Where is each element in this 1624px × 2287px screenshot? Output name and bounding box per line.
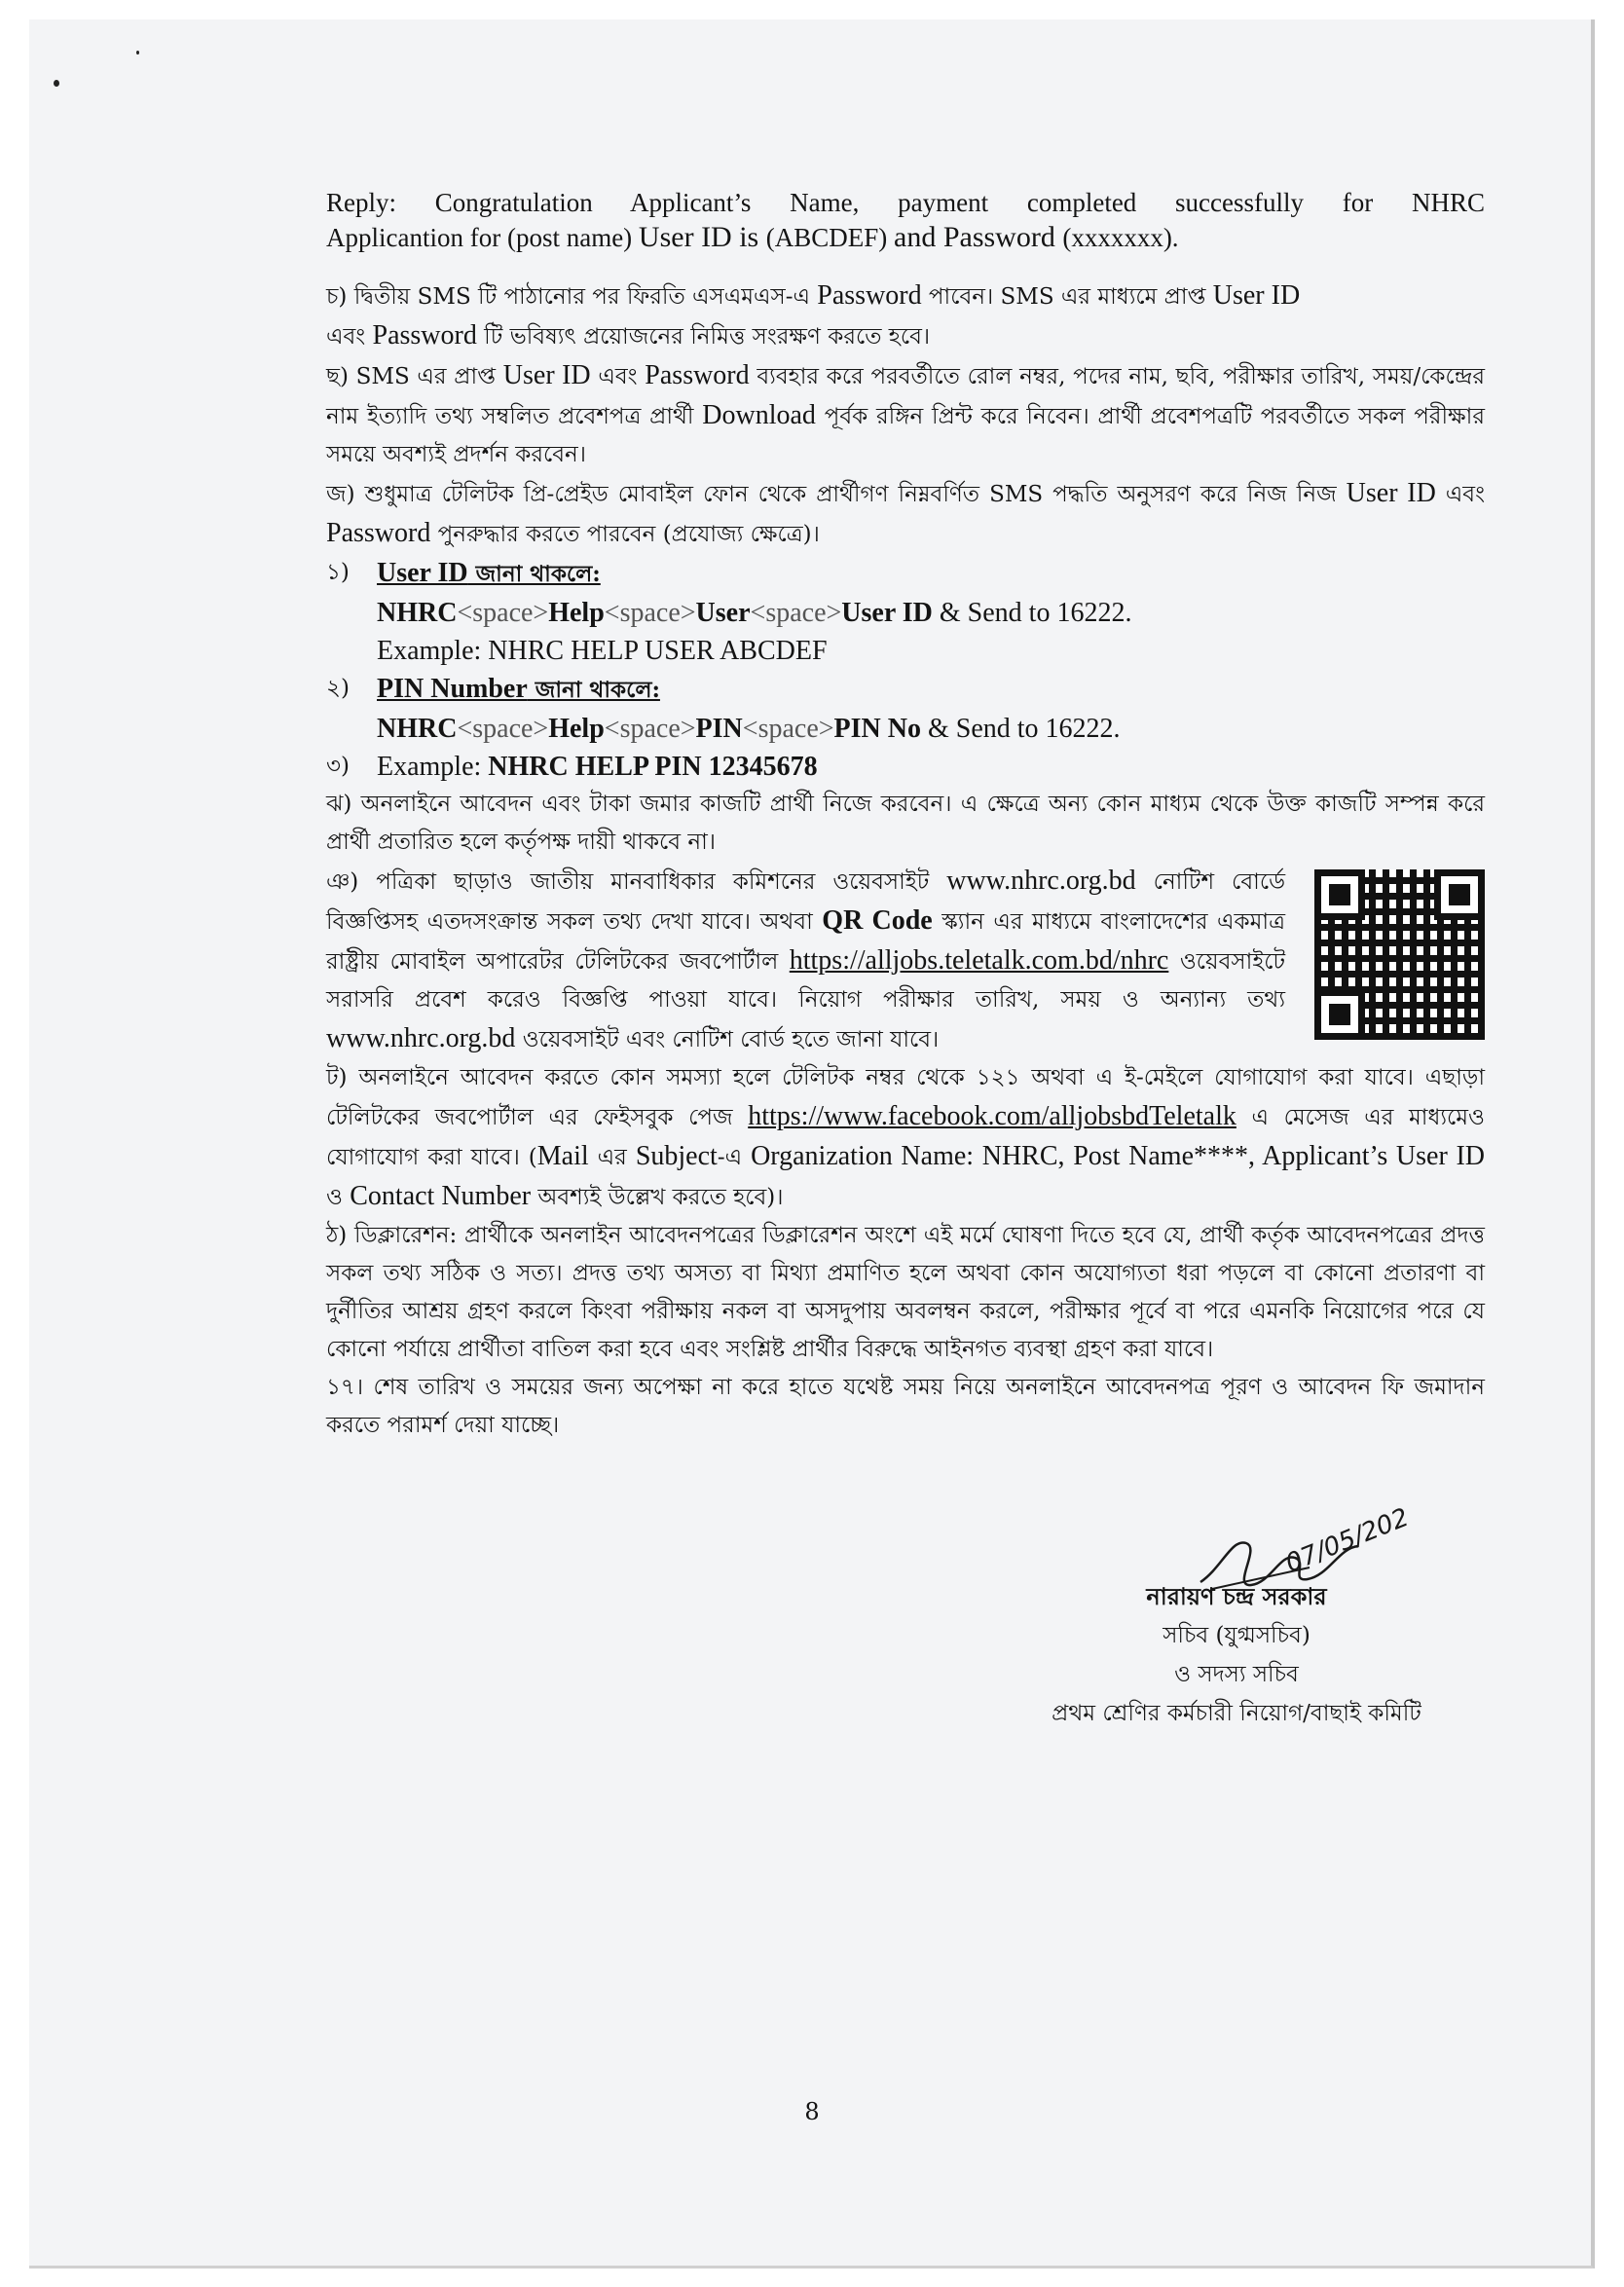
speck bbox=[136, 51, 139, 55]
sms-item-example: ৩) Example: NHRC HELP PIN 12345678 bbox=[326, 752, 818, 782]
speck bbox=[54, 80, 59, 87]
paragraph-chha: ছ) SMS এর প্রাপ্ত User ID এবং Password ব্যবহার করে পরবর্তীতে রোল নম্বর, পদের নাম, ছবি, পরীক্ষার তারিখ, সময়/কেন্দ্রের নাম ইত্যাদি তথ্য সম্বলিত প্রবেশপত্র প্রার্থী Download পূর্বক রঙ্গিন প্রিন্ট করে নিবেন। প্রার্থী প্রবেশপত্রটি পরবর্তীতে সকল পরীক্ষার সময়ে অবশ্যই প্রদর্শন করবেন। bbox=[326, 360, 1486, 467]
teletalk-link[interactable]: https://alljobs.teletalk.com.bd/nhrc bbox=[789, 945, 1169, 976]
paragraph-ta: ট) অনলাইনে আবেদন করতে কোন সমস্যা হলে টেলিটক নম্বর থেকে ১২১ অথবা এ ই-মেইলে যোগাযোগ করা যাবে। এছাড়া টেলিটকের জবপোর্টাল এর ফেইসবুক পেজ https://www.facebook.com/alljobsbdTeletalk এ মেসেজ এর মাধ্যমেও যোগাযোগ করা যাবে। (Mail এর Subject-এ Organization Name: NHRC, Post Name****, Applicant’s User ID ও Contact Number অবশ্যই উল্লেখ করতে হবে)। bbox=[326, 1065, 1485, 1211]
page-number: 8 bbox=[804, 2098, 820, 2125]
sms-example-user: Example: NHRC HELP USER ABCDEF bbox=[377, 636, 828, 666]
svg-text:07/05/202: 07/05/202 bbox=[1281, 1502, 1414, 1579]
signatory-committee: প্রথম শ্রেণির কর্মচারী নিয়োগ/বাছাই কমিটি bbox=[1052, 1701, 1421, 1726]
paragraph-nya: ঞ) পত্রিকা ছাড়াও জাতীয় মানবাধিকার কমিশনের ওয়েবসাইট www.nhrc.org.bd নোটিশ বোর্ডে বিজ্ঞপ্তিসহ এতদসংক্রান্ত সকল তথ্য দেখা যাবে। অথবা QR Code স্ক্যান এর মাধ্যমে বাংলাদেশের একমাত্র রাষ্ট্রীয় মোবাইল অপারেটর টেলিটকের জবপোর্টাল https://alljobs.teletalk.com.bd/nhrc ওয়েবসাইটে সরাসরি প্রবেশ করেও বিজ্ঞপ্তি পাওয়া যাবে। নিয়োগ পরীক্ষার তারিখ, সময় ও অন্যান্য তথ্য www.nhrc.org.bd ওয়েবসাইট এবং নোটিশ বোর্ড হতে জানা যাবে। bbox=[326, 866, 1285, 1053]
document-body bbox=[326, 185, 1485, 1445]
paragraph-tha: ঠ) ডিক্লারেশন: প্রার্থীকে অনলাইন আবেদনপত্রের ডিক্লারেশন অংশে এই মর্মে ঘোষণা দিতে হবে যে, প্রার্থী কর্তৃক আবেদনপত্রের প্রদত্ত সকল তথ্য সঠিক ও সত্য। প্রদত্ত তথ্য অসত্য বা মিথ্যা প্রমাণিত হলে অথবা কোন অযোগ্যতা ধরা পড়লে বা কোনো প্রতারণা বা দুর্নীতির আশ্রয় গ্রহণ করলে কিংবা পরীক্ষায় নকল বা অসদুপায় অবলম্বন করলে, পরীক্ষার পূর্বে বা পরে এমনকি নিয়োগের পরে যে কোনো পর্যায়ে প্রার্থীতা বাতিল করা হবে এবং সংশ্লিষ্ট প্রার্থীর বিরুদ্ধে আইনগত ব্যবস্থা গ্রহণ করা যাবে। bbox=[326, 1223, 1485, 1362]
paragraph-cha: চ) দ্বিতীয় SMS টি পাঠানোর পর ফিরতি এসএমএস-এ Password পাবেন। SMS এর মাধ্যমে প্রাপ্ত User ID এবং Password টি ভবিষ্যৎ প্রয়োজনের নিমিত্ত সংরক্ষণ করতে হবে। bbox=[326, 280, 1301, 350]
sms-command-pin: NHRC<space>Help<space>PIN<space>PIN No & Send to 16222. bbox=[377, 714, 1121, 744]
paragraph-ja: জ) শুধুমাত্র টেলিটক প্রি-প্রেইড মোবাইল ফোন থেকে প্রার্থীগণ নিম্নবর্ণিত SMS পদ্ধতি অনুসরণ করে নিজ নিজ User ID এবং Password পুনরুদ্ধার করতে পারবেন (প্রযোজ্য ক্ষেত্রে)। bbox=[326, 478, 1486, 548]
sms-command-user: NHRC<space>Help<space>User<space>User ID & Send to 16222. bbox=[377, 598, 1132, 628]
signatory-title: সচিব (যুগ্মসচিব) bbox=[1163, 1623, 1310, 1648]
paragraph-17: ১৭। শেষ তারিখ ও সময়ের জন্য অপেক্ষা না করে হাতে যথেষ্ট সময় নিয়ে অনলাইনে আবেদনপত্র পূরণ ও আবেদন ফি জমাদান করতে পরামর্শ দেয়া যাচ্ছে। bbox=[326, 1375, 1485, 1438]
sms-item-pin: ২) PIN Number জানা থাকলে: NHRC<space>Help<space>PIN<space>PIN No & Send to 16222. bbox=[326, 670, 1485, 748]
qr-section bbox=[326, 862, 1485, 1059]
sms-item-user-id: ১) User ID জানা থাকলে: NHRC<space>Help<space>User<space>User ID & Send to 16222. Example: NHRC HELP USER ABCDEF bbox=[326, 554, 1485, 670]
reply-text: Reply: Congratulation Applicant’s Name, payment completed successfully for NHRC Applicantion for (post name) User ID is (ABCDEF) and Password (xxxxxxx). bbox=[326, 188, 1485, 253]
signatory-name: নারায়ণ চন্দ্র সরকার bbox=[1146, 1582, 1327, 1610]
facebook-link[interactable]: https://www.facebook.com/alljobsbdTeletalk bbox=[748, 1101, 1236, 1131]
qr-code-icon[interactable] bbox=[1314, 869, 1485, 1040]
signature-block bbox=[993, 1577, 1480, 1733]
signatory-role: ও সদস্য সচিব bbox=[1174, 1662, 1299, 1687]
paragraph-jha: ঝ) অনলাইনে আবেদন এবং টাকা জমার কাজটি প্রার্থী নিজে করবেন। এ ক্ষেত্রে অন্য কোন মাধ্যম থেকে উক্ত কাজটি সম্পন্ন করে প্রার্থী প্রতারিত হলে কর্তৃপক্ষ দায়ী থাকবে না। bbox=[326, 792, 1485, 855]
